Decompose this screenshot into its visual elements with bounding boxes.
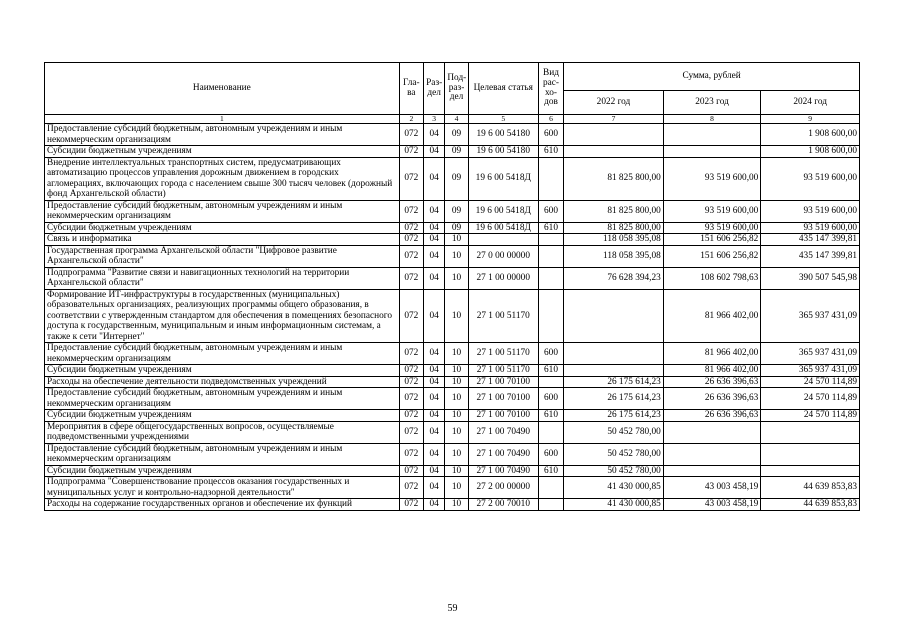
row-celevaya-statya: 27 1 00 70490: [468, 443, 538, 465]
row-amount-2024: 1 908 600,00: [761, 146, 860, 158]
row-celevaya-statya: 19 6 00 5418Д: [468, 157, 538, 200]
row-amount-2023: [663, 421, 761, 443]
row-razdel: 04: [424, 443, 445, 465]
row-glava: 072: [399, 124, 423, 146]
row-podrazdel: 10: [445, 443, 468, 465]
row-amount-2022: 26 175 614,23: [564, 376, 664, 388]
row-celevaya-statya: 19 6 00 5418Д: [468, 200, 538, 222]
row-amount-2023: 43 003 458,19: [663, 499, 761, 511]
row-amount-2023: 151 606 256,82: [663, 234, 761, 246]
row-amount-2024: 24 570 114,89: [761, 388, 860, 410]
table-row: [45, 365, 860, 377]
row-celevaya-statya: 27 1 00 70490: [468, 465, 538, 477]
row-glava: 072: [399, 477, 423, 499]
row-vid-rashodov: 600: [538, 443, 563, 465]
row-podrazdel: 10: [445, 388, 468, 410]
row-amount-2024: 44 639 853,83: [761, 499, 860, 511]
header-summa: Сумма, рублей: [564, 63, 860, 91]
row-amount-2023: [663, 146, 761, 158]
row-podrazdel: 10: [445, 289, 468, 343]
table-row: [45, 443, 860, 465]
column-number: 9: [761, 115, 860, 124]
row-celevaya-statya: 27 1 00 70100: [468, 410, 538, 422]
row-name: Субсидии бюджетным учреждениям: [45, 465, 400, 477]
table-row: [45, 477, 860, 499]
row-vid-rashodov: 600: [538, 343, 563, 365]
row-vid-rashodov: 610: [538, 410, 563, 422]
row-amount-2023: 81 966 402,00: [663, 343, 761, 365]
row-glava: 072: [399, 157, 423, 200]
header-vid-rashodov: Вид рас-хо-дов: [538, 63, 563, 115]
row-amount-2024: 44 639 853,83: [761, 477, 860, 499]
table-row: [45, 157, 860, 200]
row-amount-2023: 81 966 402,00: [663, 289, 761, 343]
row-glava: 072: [399, 465, 423, 477]
row-name: Предоставление субсидий бюджетным, автономным учреждениям и иным некоммерческим организациям: [45, 388, 400, 410]
row-glava: 072: [399, 222, 423, 234]
table-row: [45, 245, 860, 267]
row-amount-2022: 118 058 395,08: [564, 234, 664, 246]
row-amount-2022: 50 452 780,00: [564, 465, 664, 477]
row-amount-2022: 26 175 614,23: [564, 410, 664, 422]
table-row: [45, 200, 860, 222]
row-amount-2022: [564, 365, 664, 377]
column-number: 1: [45, 115, 400, 124]
header-razdel: Раз-дел: [424, 63, 445, 115]
row-celevaya-statya: 27 1 00 51170: [468, 289, 538, 343]
row-glava: 072: [399, 267, 423, 289]
row-glava: 072: [399, 410, 423, 422]
row-razdel: 04: [424, 410, 445, 422]
row-amount-2024: 365 937 431,09: [761, 343, 860, 365]
row-vid-rashodov: 610: [538, 222, 563, 234]
row-vid-rashodov: [538, 267, 563, 289]
row-amount-2022: 50 452 780,00: [564, 421, 664, 443]
header-year-2022: 2022 год: [564, 91, 664, 115]
row-amount-2022: 81 825 800,00: [564, 222, 664, 234]
column-number: 4: [445, 115, 468, 124]
row-glava: 072: [399, 365, 423, 377]
row-razdel: 04: [424, 289, 445, 343]
row-celevaya-statya: 19 6 00 54180: [468, 124, 538, 146]
row-podrazdel: 10: [445, 421, 468, 443]
row-amount-2022: 41 430 000,85: [564, 499, 664, 511]
row-vid-rashodov: 610: [538, 146, 563, 158]
table-row: [45, 124, 860, 146]
row-celevaya-statya: 27 1 00 70100: [468, 376, 538, 388]
row-razdel: 04: [424, 222, 445, 234]
row-name: Связь и информатика: [45, 234, 400, 246]
row-amount-2023: 108 602 798,63: [663, 267, 761, 289]
row-amount-2024: 93 519 600,00: [761, 222, 860, 234]
row-podrazdel: 10: [445, 234, 468, 246]
row-podrazdel: 09: [445, 146, 468, 158]
row-glava: 072: [399, 146, 423, 158]
row-amount-2024: [761, 421, 860, 443]
row-vid-rashodov: [538, 421, 563, 443]
table-row: [45, 146, 860, 158]
row-name: Предоставление субсидий бюджетным, автономным учреждениям и иным некоммерческим организациям: [45, 200, 400, 222]
table-row: [45, 222, 860, 234]
row-celevaya-statya: 27 1 00 51170: [468, 365, 538, 377]
row-podrazdel: 10: [445, 376, 468, 388]
row-amount-2022: 50 452 780,00: [564, 443, 664, 465]
header-podrazdel: Под-раз-дел: [445, 63, 468, 115]
row-amount-2023: [663, 124, 761, 146]
row-celevaya-statya: 27 1 00 70490: [468, 421, 538, 443]
row-amount-2023: [663, 443, 761, 465]
column-number: 8: [663, 115, 761, 124]
row-amount-2023: 81 966 402,00: [663, 365, 761, 377]
column-number: 3: [424, 115, 445, 124]
row-podrazdel: 10: [445, 245, 468, 267]
column-number: 7: [564, 115, 664, 124]
row-name: Внедрение интеллектуальных транспортных систем, предусматривающих автоматизацию процессов управления дорожным движением в городских агломерациях, включающих города с населением свыше 300 тысяч человек (дорожный фонд Архангельской области): [45, 157, 400, 200]
row-amount-2023: 93 519 600,00: [663, 222, 761, 234]
row-glava: 072: [399, 234, 423, 246]
row-vid-rashodov: [538, 245, 563, 267]
row-celevaya-statya: 19 6 00 54180: [468, 146, 538, 158]
column-number: 5: [468, 115, 538, 124]
row-vid-rashodov: 610: [538, 465, 563, 477]
row-podrazdel: 10: [445, 499, 468, 511]
row-name: Расходы на содержание государственных органов и обеспечение их функций: [45, 499, 400, 511]
column-numbers-row: [45, 115, 860, 124]
row-razdel: 04: [424, 499, 445, 511]
header-year-2024: 2024 год: [761, 91, 860, 115]
row-podrazdel: 10: [445, 465, 468, 477]
row-name: Государственная программа Архангельской области "Цифровое развитие Архангельской области": [45, 245, 400, 267]
row-podrazdel: 09: [445, 124, 468, 146]
row-amount-2024: 435 147 399,81: [761, 245, 860, 267]
row-celevaya-statya: [468, 234, 538, 246]
row-name: Формирование ИТ-инфраструктуры в государственных (муниципальных) образовательных организациях, реализующих программы общего образования, в соответствии с утвержденным стандартом для обеспечения в помещениях безопасного доступа к государственным, муниципальным и иным информационным системам, а также к сети "Интернет": [45, 289, 400, 343]
row-name: Мероприятия в сфере общегосударственных вопросов, осуществляемые подведомственными учреждениями: [45, 421, 400, 443]
row-amount-2022: 118 058 395,08: [564, 245, 664, 267]
row-glava: 072: [399, 443, 423, 465]
column-number: 2: [399, 115, 423, 124]
row-razdel: 04: [424, 376, 445, 388]
row-razdel: 04: [424, 245, 445, 267]
row-amount-2024: 93 519 600,00: [761, 200, 860, 222]
row-amount-2023: 93 519 600,00: [663, 200, 761, 222]
table-row: [45, 289, 860, 343]
row-vid-rashodov: [538, 376, 563, 388]
row-razdel: 04: [424, 421, 445, 443]
row-vid-rashodov: 600: [538, 388, 563, 410]
row-vid-rashodov: [538, 234, 563, 246]
row-amount-2023: 26 636 396,63: [663, 388, 761, 410]
row-amount-2024: 390 507 545,98: [761, 267, 860, 289]
row-razdel: 04: [424, 343, 445, 365]
column-number: 6: [538, 115, 563, 124]
row-amount-2022: 26 175 614,23: [564, 388, 664, 410]
table-header: [45, 63, 860, 124]
row-razdel: 04: [424, 146, 445, 158]
header-celevaya-statya: Целевая статья: [468, 63, 538, 115]
row-name: Предоставление субсидий бюджетным, автономным учреждениям и иным некоммерческим организациям: [45, 124, 400, 146]
row-amount-2023: 43 003 458,19: [663, 477, 761, 499]
row-vid-rashodov: [538, 477, 563, 499]
row-razdel: 04: [424, 234, 445, 246]
table-row: [45, 499, 860, 511]
row-vid-rashodov: 600: [538, 200, 563, 222]
row-amount-2024: [761, 443, 860, 465]
header-year-2023: 2023 год: [663, 91, 761, 115]
row-glava: 072: [399, 388, 423, 410]
row-amount-2023: 26 636 396,63: [663, 410, 761, 422]
row-podrazdel: 10: [445, 477, 468, 499]
row-razdel: 04: [424, 388, 445, 410]
row-glava: 072: [399, 245, 423, 267]
row-name: Субсидии бюджетным учреждениям: [45, 410, 400, 422]
row-amount-2022: 81 825 800,00: [564, 157, 664, 200]
row-vid-rashodov: [538, 157, 563, 200]
row-amount-2022: [564, 146, 664, 158]
budget-table: [44, 62, 860, 511]
row-amount-2024: 435 147 399,81: [761, 234, 860, 246]
row-amount-2022: [564, 343, 664, 365]
row-glava: 072: [399, 499, 423, 511]
table-row: [45, 376, 860, 388]
row-amount-2023: 151 606 256,82: [663, 245, 761, 267]
row-name: Субсидии бюджетным учреждениям: [45, 365, 400, 377]
table-row: [45, 234, 860, 246]
row-glava: 072: [399, 200, 423, 222]
row-amount-2023: [663, 465, 761, 477]
row-amount-2023: 93 519 600,00: [663, 157, 761, 200]
row-celevaya-statya: 27 1 00 00000: [468, 267, 538, 289]
row-podrazdel: 09: [445, 222, 468, 234]
row-podrazdel: 10: [445, 410, 468, 422]
row-podrazdel: 10: [445, 343, 468, 365]
row-amount-2023: 26 636 396,63: [663, 376, 761, 388]
row-name: Предоставление субсидий бюджетным, автономным учреждениям и иным некоммерческим организациям: [45, 443, 400, 465]
row-name: Субсидии бюджетным учреждениям: [45, 146, 400, 158]
row-amount-2022: 41 430 000,85: [564, 477, 664, 499]
row-podrazdel: 10: [445, 267, 468, 289]
page-number: 59: [447, 603, 458, 614]
row-name: Подпрограмма "Развитие связи и навигационных технологий на территории Архангельской области": [45, 267, 400, 289]
table-row: [45, 410, 860, 422]
row-razdel: 04: [424, 477, 445, 499]
row-razdel: 04: [424, 124, 445, 146]
row-podrazdel: 09: [445, 200, 468, 222]
row-name: Расходы на обеспечение деятельности подведомственных учреждений: [45, 376, 400, 388]
row-name: Подпрограмма "Совершенствование процессов оказания государственных и муниципальных услуг и контрольно-надзорной деятельности": [45, 477, 400, 499]
table-row: [45, 267, 860, 289]
row-vid-rashodov: [538, 289, 563, 343]
header-glava: Гла-ва: [399, 63, 423, 115]
row-amount-2024: 1 908 600,00: [761, 124, 860, 146]
row-vid-rashodov: [538, 499, 563, 511]
table-row: [45, 388, 860, 410]
row-razdel: 04: [424, 465, 445, 477]
table-row: [45, 465, 860, 477]
row-name: Субсидии бюджетным учреждениям: [45, 222, 400, 234]
row-glava: 072: [399, 343, 423, 365]
row-amount-2022: 81 825 800,00: [564, 200, 664, 222]
row-podrazdel: 09: [445, 157, 468, 200]
row-razdel: 04: [424, 365, 445, 377]
row-amount-2024: 24 570 114,89: [761, 376, 860, 388]
row-amount-2024: 24 570 114,89: [761, 410, 860, 422]
row-amount-2024: 365 937 431,09: [761, 365, 860, 377]
row-celevaya-statya: 27 1 00 70100: [468, 388, 538, 410]
row-celevaya-statya: 27 2 00 00000: [468, 477, 538, 499]
row-amount-2024: [761, 465, 860, 477]
row-vid-rashodov: 610: [538, 365, 563, 377]
table-row: [45, 343, 860, 365]
row-celevaya-statya: 27 2 00 70010: [468, 499, 538, 511]
row-amount-2022: 76 628 394,23: [564, 267, 664, 289]
table-row: [45, 421, 860, 443]
row-amount-2022: [564, 124, 664, 146]
row-amount-2024: 365 937 431,09: [761, 289, 860, 343]
row-name: Предоставление субсидий бюджетным, автономным учреждениям и иным некоммерческим организациям: [45, 343, 400, 365]
row-razdel: 04: [424, 200, 445, 222]
row-razdel: 04: [424, 267, 445, 289]
row-celevaya-statya: 27 1 00 51170: [468, 343, 538, 365]
row-glava: 072: [399, 289, 423, 343]
row-glava: 072: [399, 421, 423, 443]
table-body: [45, 124, 860, 511]
row-amount-2022: [564, 289, 664, 343]
row-vid-rashodov: 600: [538, 124, 563, 146]
row-celevaya-statya: 27 0 00 00000: [468, 245, 538, 267]
header-name: Наименование: [45, 63, 400, 115]
row-celevaya-statya: 19 6 00 5418Д: [468, 222, 538, 234]
row-razdel: 04: [424, 157, 445, 200]
row-glava: 072: [399, 376, 423, 388]
row-amount-2024: 93 519 600,00: [761, 157, 860, 200]
row-podrazdel: 10: [445, 365, 468, 377]
